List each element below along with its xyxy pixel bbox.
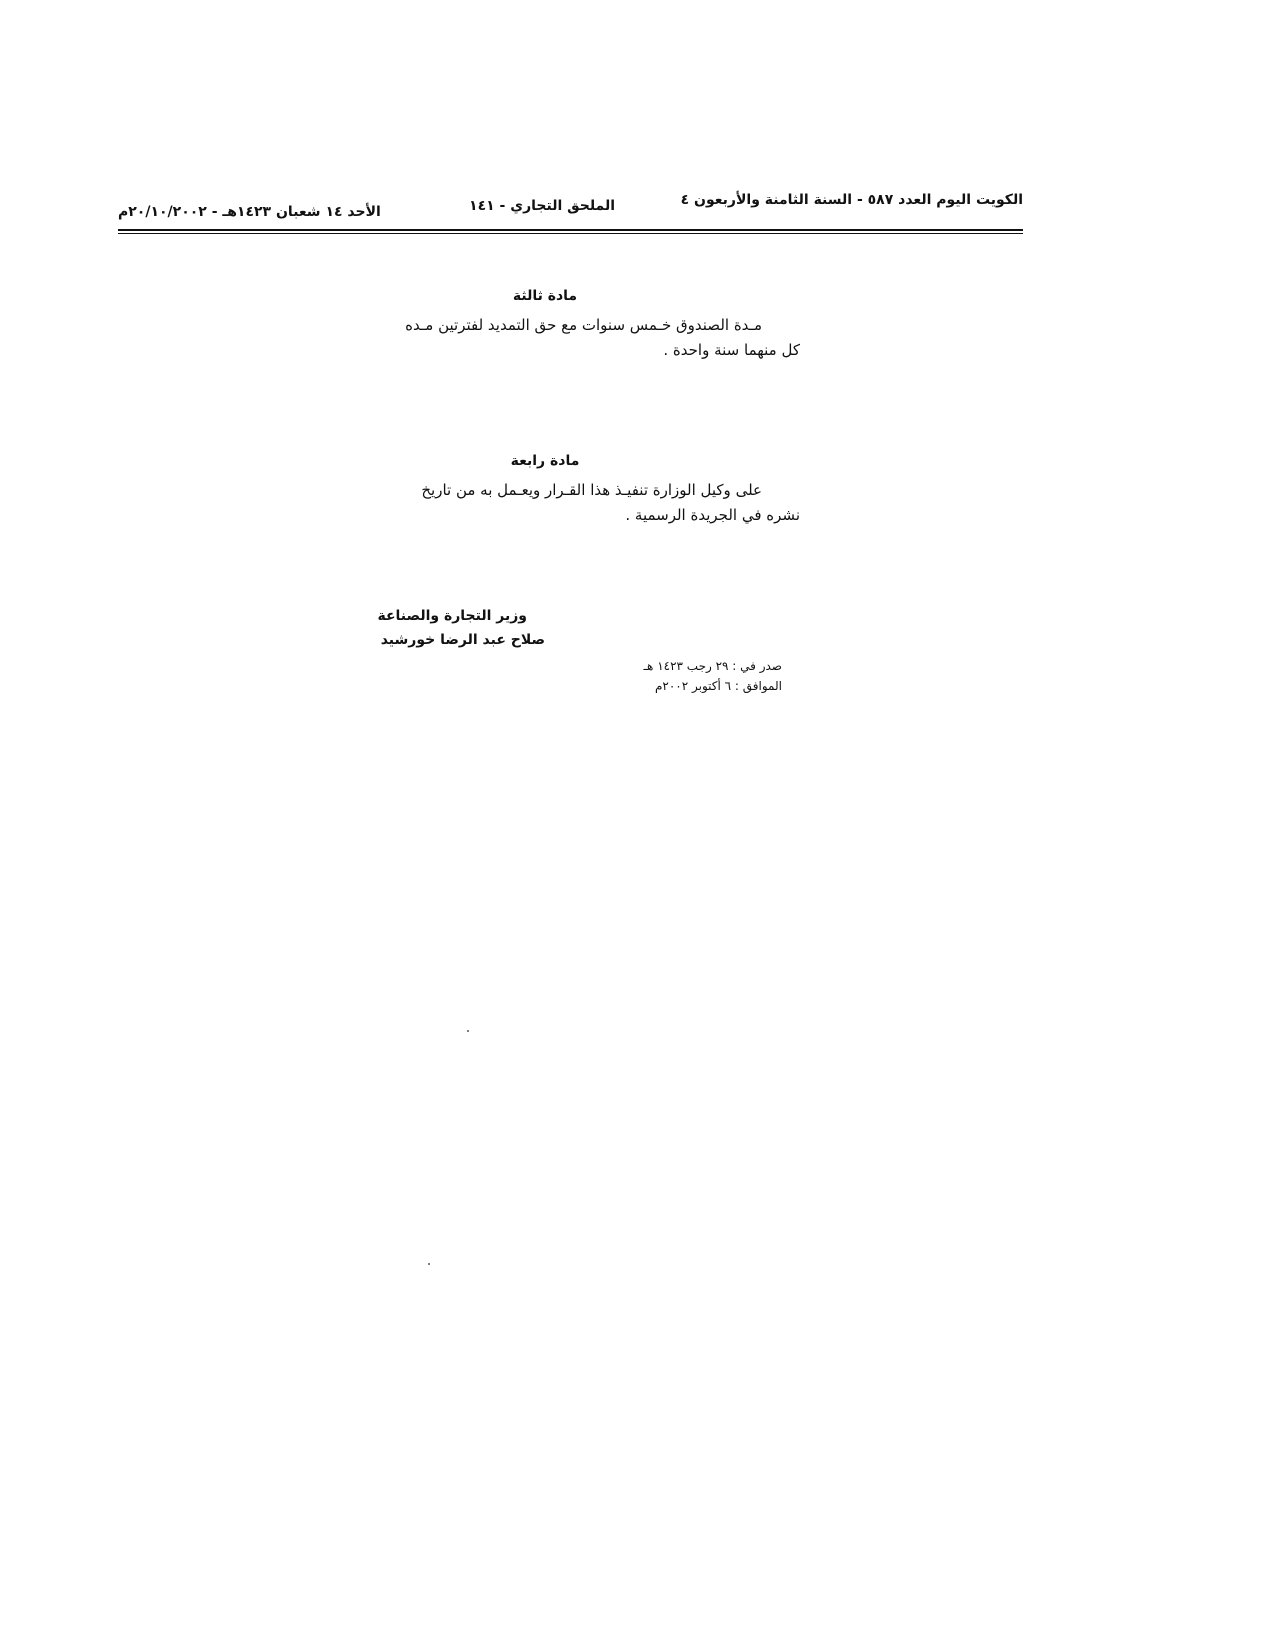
scan-speck	[467, 1030, 469, 1032]
issued-hijri-date: صدر في : ٢٩ رجب ١٤٢٣ هـ	[643, 659, 782, 673]
signature-block	[340, 604, 545, 652]
header-rule-thin	[118, 233, 1023, 234]
minister-title: وزير التجارة والصناعة	[377, 608, 527, 624]
article-heading: مادة رابعة	[510, 453, 580, 469]
header-date-line: الأحد ١٤ شعبان ١٤٢٣هـ - ٢٠/١٠/٢٠٠٢م	[118, 204, 381, 220]
article-three	[330, 287, 800, 363]
header-rule-thick	[118, 229, 1023, 231]
article-text-line: كل منهما سنة واحدة .	[663, 341, 800, 359]
header-supplement: الملحق التجاري - ١٤١	[469, 198, 615, 214]
article-text-line: مـدة الصندوق خـمس سنوات مع حق التمديد لفترتين مـده	[405, 316, 762, 334]
header-issue-line: الكويت اليوم العدد ٥٨٧ - السنة الثامنة والأربعون ٤	[680, 192, 1023, 208]
issue-dates	[560, 656, 782, 696]
article-text-line: على وكيل الوزارة تنفيـذ هذا القـرار ويعـمل به من تاريخ	[421, 481, 762, 499]
article-text-line: نشره في الجريدة الرسمية .	[625, 506, 800, 524]
scan-speck	[428, 1263, 430, 1265]
issued-gregorian-date: الموافق : ٦ أكتوبر ٢٠٠٢م	[654, 679, 782, 693]
page-header	[118, 190, 1023, 226]
minister-name: صلاح عبد الرضا خورشيد	[380, 632, 545, 648]
article-four	[330, 452, 800, 528]
article-heading: مادة ثالثة	[512, 288, 578, 304]
